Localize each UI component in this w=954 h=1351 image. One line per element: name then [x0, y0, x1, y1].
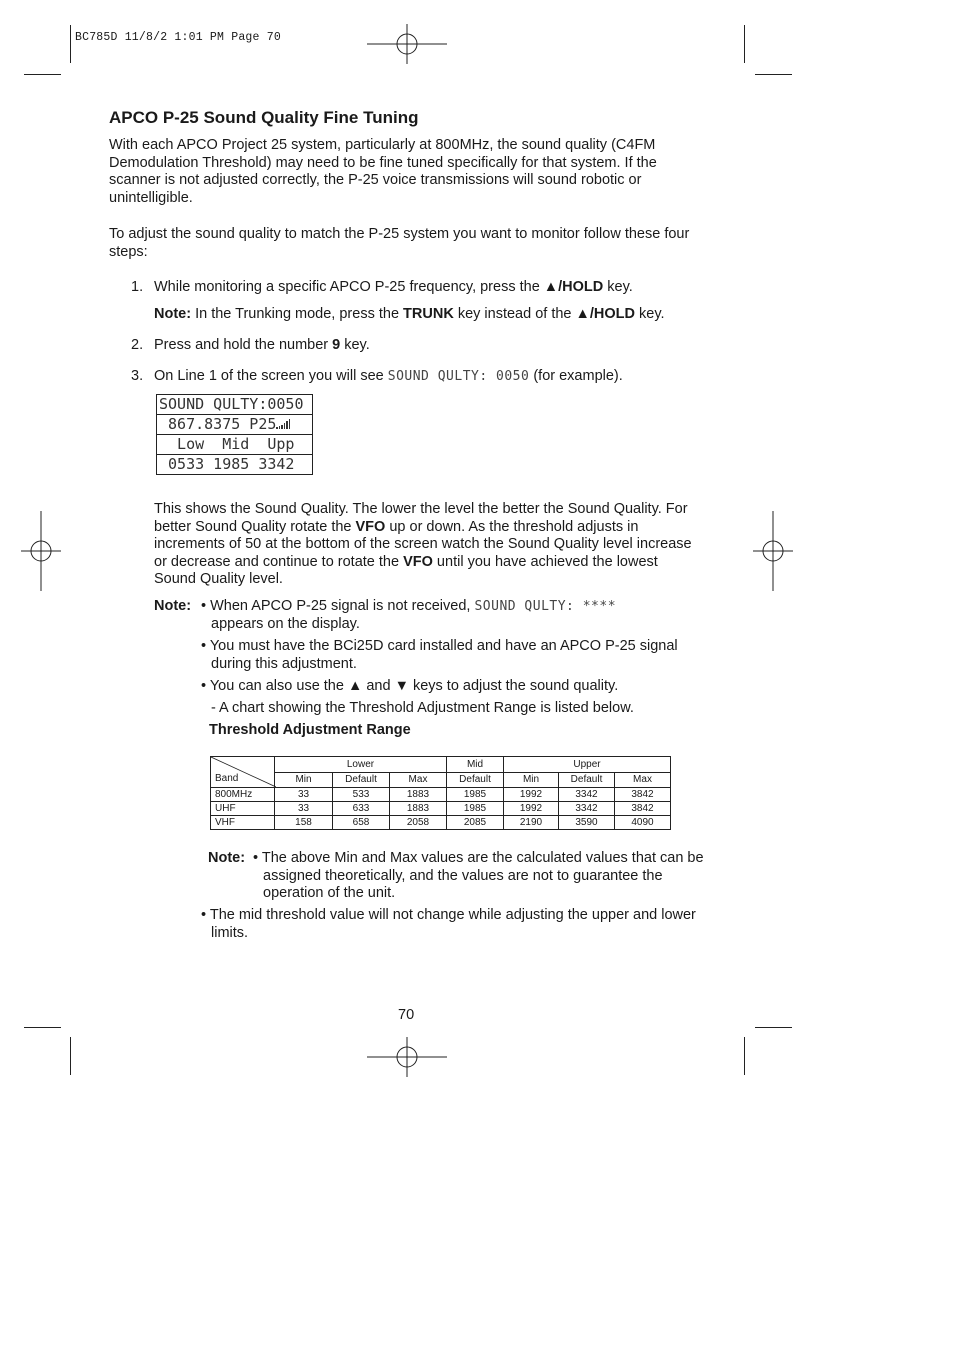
note-bullet — [201, 598, 616, 616]
hold-key-label: ▲/HOLD — [543, 279, 604, 295]
step-2 — [131, 337, 143, 355]
adjust-paragraph: To adjust the sound quality to match the P-25 system you want to monitor follow these four steps: — [109, 226, 690, 260]
band-cell: VHF — [211, 816, 275, 830]
table-title: Threshold Adjustment Range — [209, 722, 411, 738]
lcd-line-2 — [157, 415, 312, 435]
column-header: Default — [559, 772, 615, 788]
step-3 — [131, 368, 143, 386]
note-text: key instead of the — [453, 306, 576, 322]
step-text: (for example). — [529, 368, 623, 384]
crop-mark — [24, 1027, 61, 1028]
chart-reference: - A chart showing the Threshold Adjustment Range is listed below. — [211, 700, 634, 716]
column-header: Max — [615, 772, 671, 788]
bullet-text: • When APCO P-25 signal is not received, — [201, 598, 475, 614]
paragraph-text: up or down. As the threshold adjusts in increments of 50 at the bottom of the screen watch the Sound Quality level increase or decrease and continue to rotate the — [154, 518, 692, 570]
value-cell: 533 — [333, 788, 390, 802]
page-number: 70 — [398, 1007, 415, 1023]
value-cell: 3342 — [559, 802, 615, 816]
page-title: APCO P-25 Sound Quality Fine Tuning — [109, 108, 419, 127]
crop-mark — [24, 74, 61, 75]
trunk-note — [154, 306, 714, 324]
threshold-table — [210, 756, 671, 830]
paragraph-text: This shows the Sound Quality. The lower the level the better the Sound Quality. For better Sound Quality rotate the — [154, 501, 688, 535]
group-header-lower: Lower — [275, 757, 447, 773]
lcd-line-3: Low Mid Upp — [157, 435, 312, 455]
table-row — [211, 816, 671, 830]
note-bullet: • You must have the BCi25D card installed and have an APCO P-25 signal during this adjustment. — [201, 638, 678, 672]
band-cell: UHF — [211, 802, 275, 816]
step-text: Press and hold the number — [154, 337, 333, 353]
registration-mark-icon — [367, 1037, 447, 1077]
lcd-line-4: 0533 1985 3342 — [159, 455, 295, 473]
crop-mark — [70, 25, 71, 63]
crop-mark — [744, 1037, 745, 1075]
note-bullet-continued: appears on the display. — [211, 616, 360, 632]
lcd-frequency: 867.8375 P25 — [159, 415, 277, 433]
note-label: Note: — [154, 598, 192, 614]
value-cell: 658 — [333, 816, 390, 830]
value-cell: 1985 — [447, 802, 504, 816]
step-text: While monitoring a specific APCO P-25 frequency, press the — [154, 279, 544, 295]
step-number: 1. — [131, 279, 144, 295]
value-cell: 158 — [275, 816, 333, 830]
value-cell: 33 — [275, 788, 333, 802]
step-1 — [131, 279, 143, 297]
value-cell: 33 — [275, 802, 333, 816]
lcd-display — [156, 394, 313, 475]
lcd-inline-text: SOUND QULTY: 0050 — [387, 369, 530, 384]
column-header: Default — [447, 772, 504, 788]
trunk-key-label: TRUNK — [403, 306, 454, 322]
number-key-label: 9 — [332, 337, 341, 353]
value-cell: 1992 — [504, 802, 559, 816]
value-cell: 2190 — [504, 816, 559, 830]
note-bullet: • The mid threshold value will not change while adjusting the upper and lower limits. — [201, 907, 696, 941]
crop-mark — [755, 1027, 792, 1028]
note-text: In the Trunking mode, press the — [191, 306, 404, 322]
column-header: Min — [504, 772, 559, 788]
value-cell: 3342 — [559, 788, 615, 802]
value-cell: 1985 — [447, 788, 504, 802]
band-label: Band — [215, 773, 239, 784]
band-cell: 800MHz — [211, 788, 275, 802]
column-header: Default — [333, 772, 390, 788]
step-text: key. — [603, 279, 633, 295]
note-text: key. — [634, 306, 665, 322]
step-text: On Line 1 of the screen you will see — [154, 368, 388, 384]
value-cell: 633 — [333, 802, 390, 816]
column-header: Min — [275, 772, 333, 788]
signal-strength-icon — [276, 415, 291, 434]
value-cell: 2085 — [447, 816, 504, 830]
value-cell: 3590 — [559, 816, 615, 830]
table-row — [211, 802, 671, 816]
value-cell: 3842 — [615, 802, 671, 816]
value-cell: 1992 — [504, 788, 559, 802]
column-header: Max — [390, 772, 447, 788]
intro-paragraph: With each APCO Project 25 system, particularly at 800MHz, the sound quality (C4FM Demodulation Threshold) may need to be fine tuned specifically for that system. If the scanner is not adjusted correctly, the P-25 voice transmissions will sound robotic or unintelligible. — [109, 137, 657, 206]
print-slug: BC785D 11/8/2 1:01 PM Page 70 — [75, 31, 281, 44]
note-bullet: • The above Min and Max values are the calculated values that can be assigned theoretically, and the values are not to guarantee the operation of the unit. — [253, 850, 704, 902]
note-label: Note: — [208, 850, 246, 866]
step-text: key. — [340, 337, 370, 353]
step-3-text — [154, 368, 623, 386]
step-number: 2. — [131, 337, 144, 353]
value-cell: 3842 — [615, 788, 671, 802]
step-1-text — [154, 279, 714, 297]
value-cell: 1883 — [390, 788, 447, 802]
band-header-cell — [211, 757, 275, 788]
step-2-text — [154, 337, 370, 355]
paragraph-text: until you have achieved the lowest Sound Quality level. — [154, 553, 658, 588]
crop-mark — [70, 1037, 71, 1075]
vfo-key-label: VFO — [403, 553, 433, 570]
sound-quality-paragraph — [154, 501, 702, 589]
registration-mark-icon — [367, 24, 447, 64]
group-header-upper: Upper — [504, 757, 671, 773]
note-bullet: • You can also use the ▲ and ▼ keys to adjust the sound quality. — [201, 678, 619, 694]
step-number: 3. — [131, 368, 144, 384]
value-cell: 1883 — [390, 802, 447, 816]
lcd-inline-text: SOUND QULTY: **** — [474, 599, 617, 614]
group-header-mid: Mid — [447, 757, 504, 773]
crop-mark — [755, 74, 792, 75]
value-cell: 2058 — [390, 816, 447, 830]
value-cell: 4090 — [615, 816, 671, 830]
registration-mark-icon — [21, 511, 61, 591]
table-row — [211, 788, 671, 802]
hold-key-label: ▲/HOLD — [575, 306, 635, 322]
crop-mark — [744, 25, 745, 63]
note-label: Note: — [154, 306, 192, 322]
vfo-key-label: VFO — [355, 518, 386, 535]
lcd-line-1: SOUND QULTY:0050 — [157, 395, 312, 415]
registration-mark-icon — [753, 511, 793, 591]
